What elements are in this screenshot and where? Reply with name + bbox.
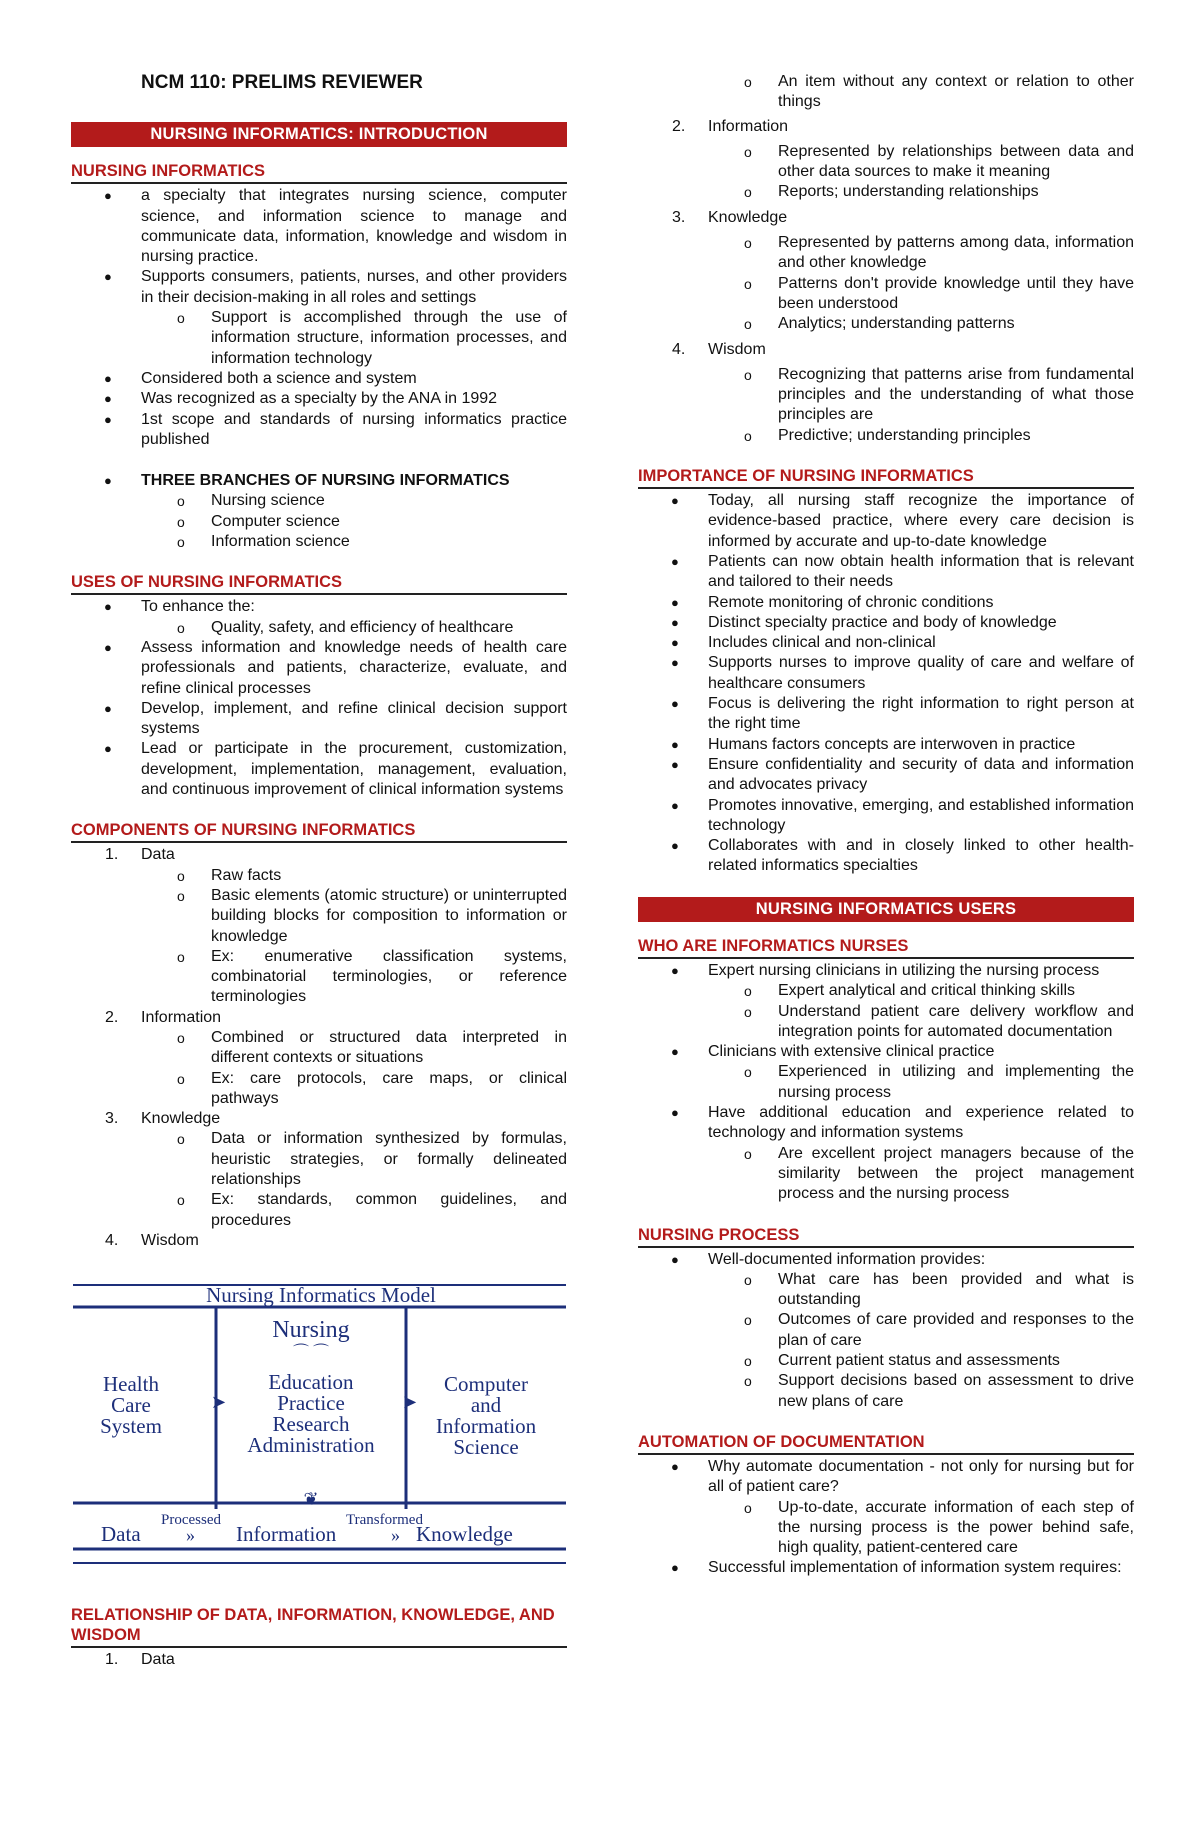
sub-list-item: o Experienced in utilizing and implementing the nursing process <box>744 1063 1134 1101</box>
heading-components: COMPONENTS OF NURSING INFORMATICS <box>71 820 567 843</box>
list-item: ● Focus is delivering the right information to right person at the right time <box>671 695 1134 733</box>
circle-bullet-icon: o <box>744 316 752 333</box>
bullet-icon: ● <box>104 473 112 489</box>
right-column <box>638 72 1134 1579</box>
circle-bullet-icon: o <box>177 513 185 530</box>
list-number: 3. <box>672 208 686 226</box>
sub-list-item: o Raw facts <box>71 866 567 886</box>
sub-list-item: o Ex: enumerative classification systems, combinatorial terminologies, or reference terminologies <box>177 947 567 1006</box>
list-item: 3. Knowledge <box>638 208 1134 228</box>
circle-bullet-icon: o <box>744 143 752 160</box>
model-knowledge-label: Knowledge <box>416 1522 513 1547</box>
list-item: ● Assess information and knowledge needs of health care professionals and patients, characterize, evaluate, and refine clinical processes <box>104 638 567 697</box>
circle-bullet-icon: o <box>744 74 752 90</box>
circle-bullet-icon: o <box>744 427 752 444</box>
sub-list-item: o Understand patient care delivery workflow and integration points for automated documentation <box>744 1002 1134 1040</box>
bullet-icon: ● <box>671 594 679 610</box>
list-item: ● Distinct specialty practice and body of knowledge <box>638 613 1134 633</box>
sub-list-item: o Are excellent project managers because of the similarity between the project management process and the nursing process <box>744 1144 1134 1203</box>
sub-list-item: o Outcomes of care provided and responses to the plan of care <box>744 1311 1134 1349</box>
left-column <box>71 72 567 1671</box>
model-title: Nursing Informatics Model <box>206 1283 436 1308</box>
circle-bullet-icon: o <box>177 534 185 551</box>
circle-bullet-icon: o <box>177 948 185 965</box>
sub-list-item: o Support decisions based on assessment to drive new plans of care <box>744 1372 1134 1410</box>
sub-list-item: o Recognizing that patterns arise from fundamental principles and the understanding of what those principles are <box>744 365 1134 424</box>
list-item: ● Well-documented information provides: <box>638 1250 1134 1270</box>
model-right-line: and <box>470 1393 502 1418</box>
list-item: 2. Information <box>71 1008 567 1028</box>
list-item: 1. Data <box>71 1650 567 1670</box>
list-item: ● a specialty that integrates nursing science, computer science, and information science to manage and communicate data, information, knowledge and wisdom in nursing practice. <box>104 187 567 266</box>
document-title: NCM 110: PRELIMS REVIEWER <box>141 72 423 93</box>
list-item: ● Lead or participate in the procurement, customization, development, implementation, management, evaluation, and continuous improvement of clinical information systems <box>104 740 567 799</box>
sub-list-item: o Nursing science <box>71 491 567 511</box>
list-number: 4. <box>105 1231 119 1249</box>
list-item: ● Why automate documentation - not only for nursing but for all of patient care? <box>671 1457 1134 1496</box>
bullet-icon: ● <box>671 1458 679 1474</box>
bullet-icon: ● <box>104 370 112 386</box>
list-item: ● Humans factors concepts are interwoven in practice <box>638 735 1134 755</box>
arrow-right-icon: ➤ <box>402 1392 418 1413</box>
circle-bullet-icon: o <box>177 1029 185 1046</box>
bullet-icon: ● <box>104 269 112 285</box>
sub-list-item: o Support is accomplished through the use of information structure, information processes, and information technology <box>177 309 567 367</box>
sub-list-item: o Reports; understanding relationships <box>638 182 1134 202</box>
list-item: ● Promotes innovative, emerging, and established information technology <box>671 796 1134 834</box>
list-item: ● Collaborates with and in closely linked to other health-related informatics specialties <box>671 837 1134 875</box>
circle-bullet-icon: o <box>744 1064 752 1081</box>
model-information-label: Information <box>236 1522 337 1547</box>
bullet-icon: ● <box>671 962 679 978</box>
circle-bullet-icon: o <box>744 235 752 252</box>
list-item: ● Was recognized as a specialty by the ANA in 1992 <box>71 389 567 409</box>
sub-list-item: o Information science <box>71 532 567 552</box>
circle-bullet-icon: o <box>177 310 185 327</box>
list-item: ● Supports consumers, patients, nurses, and other providers in their decision-making in all roles and settings <box>104 268 567 306</box>
bullet-icon: ● <box>104 188 112 204</box>
bullet-icon: ● <box>671 635 679 651</box>
list-item: ● Clinicians with extensive clinical practice <box>638 1042 1134 1062</box>
list-number: 3. <box>105 1110 119 1128</box>
section-banner-introduction: NURSING INFORMATICS: INTRODUCTION <box>71 122 567 147</box>
bullet-icon: ● <box>671 1105 679 1121</box>
bullet-icon: ● <box>671 655 679 671</box>
wing-icon: ⌒ ⌒ <box>292 1344 330 1362</box>
arrow-right-icon: » <box>391 1525 400 1546</box>
heading-who: WHO ARE INFORMATICS NURSES <box>638 936 1134 959</box>
list-number: 2. <box>672 117 686 135</box>
bullet-icon: ● <box>104 411 112 427</box>
bullet-icon: ● <box>671 696 679 712</box>
bullet-icon: ● <box>671 838 679 854</box>
arrow-right-icon: » <box>186 1525 195 1546</box>
sub-list-item: o Patterns don't provide knowledge until they have been understood <box>744 274 1134 312</box>
model-left-line: Care <box>111 1393 151 1418</box>
bullet-icon: ● <box>671 1251 679 1267</box>
bullet-icon: ● <box>671 736 679 752</box>
model-right-line: Science <box>453 1435 519 1460</box>
nursing-informatics-model-diagram <box>71 1281 568 1571</box>
bullet-icon: ● <box>104 741 112 757</box>
sub-list-item: o Represented by patterns among data, information and other knowledge <box>744 234 1134 272</box>
sub-list-item: o Analytics; understanding patterns <box>638 314 1134 334</box>
sub-list-item: o Predictive; understanding principles <box>638 426 1134 446</box>
circle-bullet-icon: o <box>744 1003 752 1020</box>
bullet-icon: ● <box>671 756 679 772</box>
heading-nursing-process: NURSING PROCESS <box>638 1225 1134 1248</box>
sub-list-item: o Combined or structured data interpreted in different contexts or situations <box>177 1028 567 1067</box>
list-item: ● Successful implementation of information system requires: <box>638 1558 1134 1578</box>
list-number: 1. <box>105 1651 119 1669</box>
bullet-icon: ● <box>104 700 112 716</box>
model-transformed-label: Transformed <box>346 1512 423 1529</box>
sub-list-item: o An item without any context or relation to other things <box>744 73 1134 111</box>
heading-importance: IMPORTANCE OF NURSING INFORMATICS <box>638 466 1134 489</box>
bullet-icon: ● <box>104 639 112 655</box>
sub-list-item: o Expert analytical and critical thinking skills <box>638 981 1134 1001</box>
list-item: ● Supports nurses to improve quality of care and welfare of healthcare consumers <box>671 654 1134 692</box>
ornament-icon: ❦ <box>303 1489 319 1510</box>
list-item: 2. Information <box>638 117 1134 137</box>
sub-list-item: o Computer science <box>71 512 567 532</box>
circle-bullet-icon: o <box>744 983 752 1000</box>
list-number: 2. <box>105 1008 119 1026</box>
sub-list-item: o Quality, safety, and efficiency of healthcare <box>71 618 567 638</box>
bullet-icon: ● <box>104 391 112 407</box>
heading-nursing-informatics: NURSING INFORMATICS <box>71 161 567 184</box>
circle-bullet-icon: o <box>177 887 185 904</box>
circle-bullet-icon: o <box>177 619 185 636</box>
bullet-icon: ● <box>671 1044 679 1060</box>
sub-list-item: o Represented by relationships between data and other data sources to make it meaning <box>744 142 1134 181</box>
list-item: ● Expert nursing clinicians in utilizing the nursing process <box>638 961 1134 981</box>
circle-bullet-icon: o <box>744 1373 752 1390</box>
list-item: ● Ensure confidentiality and security of data and information and advocates privacy <box>671 755 1134 794</box>
circle-bullet-icon: o <box>177 1192 185 1209</box>
model-left-line: System <box>100 1414 162 1439</box>
circle-bullet-icon: o <box>177 867 185 884</box>
sub-list-item: o What care has been provided and what is outstanding <box>744 1270 1134 1309</box>
list-item: ● Includes clinical and non-clinical <box>638 633 1134 653</box>
bullet-icon: ● <box>671 797 679 813</box>
bullet-icon: ● <box>671 493 679 509</box>
circle-bullet-icon: o <box>177 1070 185 1087</box>
model-center-line: Research <box>272 1412 350 1437</box>
model-center-line: Education <box>268 1370 354 1395</box>
circle-bullet-icon: o <box>744 184 752 201</box>
circle-bullet-icon: o <box>744 1499 752 1516</box>
bullet-icon: ● <box>671 614 679 630</box>
bullet-icon: ● <box>104 599 112 615</box>
list-item: 4. Wisdom <box>71 1231 567 1251</box>
model-center-line: Practice <box>277 1391 345 1416</box>
list-item: ● THREE BRANCHES OF NURSING INFORMATICS <box>71 471 567 491</box>
sub-list-item: o Ex: care protocols, care maps, or clinical pathways <box>177 1069 567 1107</box>
model-data-label: Data <box>101 1522 141 1547</box>
list-item: ● To enhance the: <box>71 597 567 617</box>
heading-automation: AUTOMATION OF DOCUMENTATION <box>638 1432 1134 1455</box>
circle-bullet-icon: o <box>744 366 752 383</box>
model-center-title: Nursing <box>272 1317 350 1344</box>
heading-relationship-line: RELATIONSHIP OF DATA, INFORMATION, KNOWLEDGE, AND WISDOM <box>71 1605 567 1648</box>
list-item: 3. Knowledge <box>71 1109 567 1129</box>
list-item: ● Today, all nursing staff recognize the importance of evidence-based practice, where every care decision is informed by accurate and up-to-date knowledge <box>671 492 1134 550</box>
circle-bullet-icon: o <box>744 275 752 292</box>
bullet-icon: ● <box>671 1560 679 1576</box>
arrow-right-icon: ➤ <box>211 1392 227 1413</box>
model-left-line: Health <box>103 1372 159 1397</box>
list-number: 1. <box>105 846 119 864</box>
model-right-line: Information <box>435 1414 537 1439</box>
sub-list-item: o Data or information synthesized by formulas, heuristic strategies, or formally delineated relationships <box>177 1130 567 1189</box>
sub-list-item: o Basic elements (atomic structure) or uninterrupted building blocks for composition to information or knowledge <box>177 886 567 945</box>
circle-bullet-icon: o <box>177 1131 185 1148</box>
circle-bullet-icon: o <box>744 1145 752 1162</box>
section-banner-users: NURSING INFORMATICS USERS <box>638 897 1134 922</box>
model-center-line: Administration <box>247 1433 375 1458</box>
list-item: 4. Wisdom <box>638 340 1134 360</box>
circle-bullet-icon: o <box>744 1353 752 1370</box>
list-item: ● 1st scope and standards of nursing informatics practice published <box>104 410 567 448</box>
list-item: ● Patients can now obtain health information that is relevant and tailored to their needs <box>671 552 1134 591</box>
sub-list-item: o Ex: standards, common guidelines, and procedures <box>177 1191 567 1229</box>
model-right-line: Computer <box>444 1372 528 1397</box>
list-number: 4. <box>672 340 686 358</box>
circle-bullet-icon: o <box>744 1271 752 1288</box>
circle-bullet-icon: o <box>744 1312 752 1329</box>
list-item: 1. Data <box>71 845 567 865</box>
list-item: ● Considered both a science and system <box>71 369 567 389</box>
heading-uses: USES OF NURSING INFORMATICS <box>71 572 567 595</box>
sub-list-item: o Up-to-date, accurate information of each step of the nursing process is the power behind safe, high quality, patient-centered care <box>744 1498 1134 1557</box>
sub-list-item: o Current patient status and assessments <box>638 1351 1134 1371</box>
list-item: ● Develop, implement, and refine clinical decision support systems <box>104 699 567 738</box>
model-processed-label: Processed <box>161 1512 221 1529</box>
circle-bullet-icon: o <box>177 493 185 510</box>
bullet-icon: ● <box>671 553 679 569</box>
list-item: ● Have additional education and experience related to technology and information systems <box>671 1104 1134 1142</box>
list-item: ● Remote monitoring of chronic conditions <box>638 593 1134 613</box>
